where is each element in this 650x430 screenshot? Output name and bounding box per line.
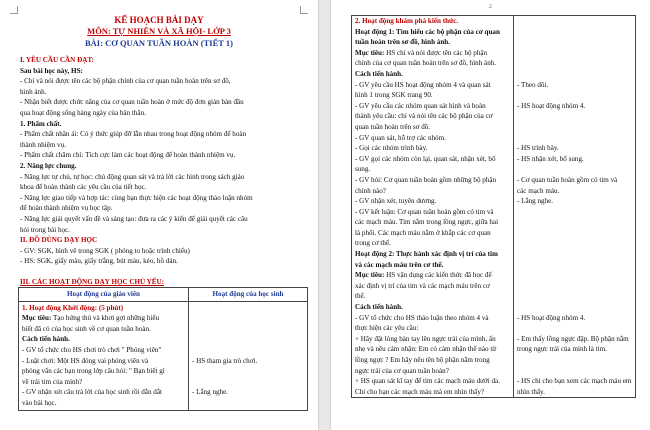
paragraph-line: - Năng lực tự chủ, tự học: chủ động quan sát và trả lời các hình trong sách giáo [20,172,245,181]
cell-line: - HS trình bày. [517,144,559,153]
paragraph-line: thành nhiệm vụ. [20,140,66,149]
cell-line: - HS hoạt động nhóm 4. [517,101,586,110]
cell-line: HS vận dụng các kiến thức đã học để [384,271,492,280]
lesson-title: BÀI: CƠ QUAN TUẦN HOÀN (TIẾT 1) [85,38,233,48]
cell-line: Cách tiến hành. [22,335,70,344]
cell-line: Tạo hứng thú và khơi gợi những hiểu [51,314,160,323]
activity-title: 1. Hoạt động Khởi động: (5 phút) [22,303,124,312]
paragraph-line: - GV: SGK, hình vẽ trong SGK ( phóng to hoặc trình chiếu) [20,246,190,255]
paragraph-line: để hoàn thành nhiệm vụ học tập. [20,204,113,213]
teacher-cell [19,301,189,410]
activity-title: 2. Hoạt động khám phá kiến thức. [355,17,459,25]
cell-line: lồng ngực ? Em hãy nêu tên bộ phận nằm trong [355,356,490,364]
cell-line: thành yêu cầu: chỉ và nói tên các bộ phận của cơ [355,112,493,121]
cell-line: - GV yêu cầu các nhóm quan sát hình và hoàn [355,101,486,110]
cell-line: - Em thấy lồng ngực đập. Bộ phận nằm [517,334,629,343]
cell-line: - GV hỏi: Cơ quan tuần hoàn gồm những bộ phận [355,175,497,184]
table-header-teacher: Hoạt động của giáo viên [19,288,189,302]
margin-mark [300,6,308,14]
cell-line: Cách tiến hành. [355,69,403,78]
cell-line: xác định vị trí của tim và các mạch máu trên cơ [355,281,490,290]
paragraph-line: hình ảnh. [20,87,47,96]
page-number: 2 [489,4,492,10]
cell-line: sung. [355,165,371,174]
cell-line: phỏng vấn các bạn trong lớp câu hỏi: " Bạn biết gì [22,367,165,376]
cell-line: - GV gọi các nhóm còn lại, quan sát, nhận xét, bổ [355,154,496,163]
cell-line: + HS quan sát kĩ tay để tìm các mạch máu dưới da. [355,377,500,386]
label-bold: Mục tiêu: [355,271,385,280]
cell-line: - Lắng nghe. [192,388,229,397]
cell-line: HS chỉ và nói được tên các bộ phận [384,48,488,57]
cell-line: quan tuần hoàn trên sơ đồ. [355,122,431,131]
cell-line: - GV nhận xét câu trả lời của học sinh rồi dẫn dắt [22,388,162,397]
paragraph-line: - Phẩm chất nhân ái: Có ý thức giúp đỡ lẫn nhau trong hoạt động nhóm để hoàn [20,130,247,139]
cell-line: nhìn thấy. [517,387,545,396]
section-heading: III. CÁC HOẠT ĐỘNG DẠY HỌC CHỦ YẾU: [20,278,164,287]
paragraph-line: - Phẩm chất chăm chỉ: Tích cực làm các hoạt động để hoàn thành nhiệm vụ. [20,151,236,160]
activities-table [18,287,308,411]
paragraph-line: qua hoạt động sống hàng ngày của bản thân. [20,108,146,117]
document-title: KẾ HOẠCH BÀI DẠY [114,15,204,25]
cell-line: thực hiện các yêu cầu: [355,324,419,333]
cell-line: lá phổi. Các mạch máu nằm ở khắp các cơ quan [355,228,491,237]
table-row [352,16,636,398]
cell-line: Cách tiến hành. [355,303,403,312]
subheading: 2. Năng lực chung. [20,161,77,170]
paragraph-line: - Nhận biết được chức năng của cơ quan tuần hoàn ở mức độ đơn giản bàn đầu [20,98,244,107]
activities-table-continued [351,15,636,398]
cell-line: Hoạt động 1: Tìm hiểu các bộ phận của cơ quan [355,27,500,36]
label-bold: Mục tiêu: [22,314,52,323]
cell-line: - GV tổ chức cho HS thảo luận theo nhóm 4 và [355,313,489,322]
cell-line: thể. [355,292,366,301]
cell-line: Chỉ cho bạn các mạch máu mà em nhìn thấy? [355,387,485,396]
cell-line: các mạch máu. [517,186,560,195]
table-header-student: Hoạt động của học sinh [189,288,308,302]
cell-line: - GV yêu cầu HS hoạt động nhóm 4 và quan sát [355,80,491,89]
table-row [19,301,308,410]
cell-line: + Hãy đặt lòng bàn tay lên ngực trái của mình, ấn [355,334,496,343]
cell-line: - HS hoạt động nhóm 4. [517,313,586,322]
cell-line: - HS chỉ cho bạn xem các mạch máu em [517,377,632,386]
cell-line: - Luật chơi: Một HS đóng vai phóng viên và [22,356,149,365]
requirements-section [20,55,308,288]
margin-mark [10,6,18,14]
cell-line: trong cơ thể. [355,239,391,248]
cell-line: - Gọi các nhóm trình bày. [355,144,428,153]
student-cell [514,16,636,398]
paragraph-line: - Năng lực giao tiếp và hợp tác: cùng bạn thực hiện các hoạt động thảo luận nhóm [20,193,253,202]
cell-line: - GV kết luận: Cơ quan tuần hoàn gồm có tim và [355,207,494,216]
document-page-1 [0,0,318,430]
cell-line: - GV quan sát, hỗ trợ các nhóm. [355,133,446,142]
cell-line: về trái tim của mình? [22,377,83,386]
cell-line: - HS nhận xét, bổ sung. [517,154,584,163]
teacher-cell [352,16,514,398]
cell-line: ngực trái của cơ quan tuần hoàn? [355,366,449,375]
cell-line: - GV tổ chức cho HS chơi trò chơi " Phóng viên" [22,345,162,354]
label-bold: Mục tiêu: [355,48,385,57]
cell-line: trong ngực trái của mình là tim. [517,345,607,354]
section-heading: II. ĐỒ DÙNG DẠY HỌC [20,236,98,245]
cell-line: - HS tham gia trò chơi. [192,356,258,365]
cell-line: Hoạt động 2: Thực hành xác định vị trí của tim [355,250,498,259]
cell-line: - Theo dõi. [517,80,549,89]
paragraph-line: - Năng lực giải quyết vấn đề và sáng tạo: đưa ra các ý kiến để giải quyết các câu [20,214,248,223]
cell-line: - Cơ quan tuần hoàn gồm có tim và [517,175,618,184]
cell-line: vào bài học. [22,398,57,407]
cell-line: chính của cơ quan tuần hoàn trên sơ đồ, hình ảnh. [355,59,497,68]
student-cell [189,301,308,410]
cell-line: chính nào? [355,186,386,195]
paragraph-line: hỏi trong bài học. [20,225,71,234]
cell-line: hình 1 trong SGK trang 90. [355,91,433,100]
cell-line: tuần hoàn trên sơ đồ, hình ảnh. [355,38,451,47]
paragraph-line: Sau bài học này, HS: [20,66,83,75]
subheading: 1. Phẩm chất. [20,119,62,128]
cell-line: - Lắng nghe. [517,197,554,206]
document-page-2 [331,0,650,430]
cell-line: nhẹ và nêu cảm nhận: Em có cảm nhận thế nào từ [355,345,497,354]
cell-line: các mạch máu. Tim nằm trong lồng ngực, giữa hai [355,218,499,227]
paragraph-line: khoa để hoàn thành các yêu cầu của tiết học. [20,183,147,192]
cell-line: và các mạch máu trên cơ thể. [355,260,444,269]
cell-line: - GV nhận xét, tuyên dương. [355,197,437,206]
subject-line: MÔN: TỰ NHIÊN VÀ XÃ HỘI- LỚP 3 [87,26,231,36]
cell-line: biết đã có của học sinh về cơ quan tuần hoàn. [22,324,151,333]
section-heading: I. YÊU CẦU CẦN ĐẠT: [20,56,94,64]
paragraph-line: - HS: SGK, giấy màu, giấy trắng, bút màu, kéo, hồ dán. [20,257,178,266]
paragraph-line: - Chỉ và nói được tên các bộ phận chính của cơ quan tuần hoàn trên sơ đồ, [20,77,231,86]
